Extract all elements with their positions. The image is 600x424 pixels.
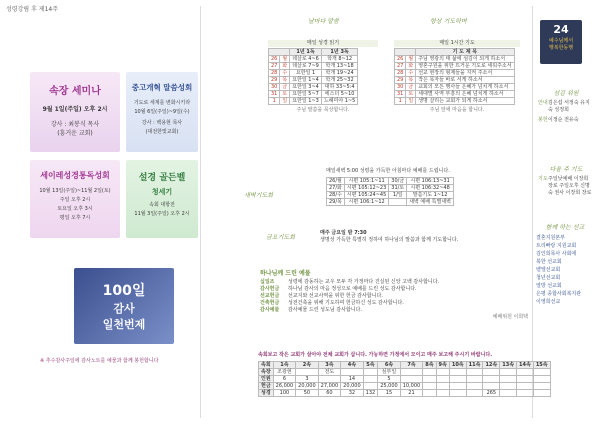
stats-cell: 21 [400,390,423,397]
stats-cell: 14 [341,376,364,383]
stats-cell [517,390,534,397]
stats-cell [363,376,378,383]
prayer-row [395,77,515,84]
dawn-section [326,168,522,206]
friday-label: 금요기도회 [266,234,295,241]
offering-text: 성전건축을 위해 기도하며 헌금하신 성도 감사합니다. [288,300,404,306]
stats-row [259,369,551,376]
stats-cell [533,383,550,390]
revival-church: (대전한빛교회) [145,129,179,135]
dawn-cell: 말씀기도 1~12 [407,192,454,199]
prayer-cell: 선교 현장의 형제들을 지켜 주소서 [416,70,514,77]
bible-reading-saturday: 토요일 오후 3시 [57,206,93,212]
bible-reading-title: 세이레성경통독성회 [40,171,110,180]
stats-cell: 전도 [318,369,341,376]
reading-cell: 29 [269,77,280,84]
next-prayer-section [538,164,594,197]
offering-list [260,279,528,314]
partner-item: 청년선교회 [536,275,561,281]
stats-cell: 100 [273,390,296,397]
prayer-cell: 생명 살리는 교회가 되게 하소서 [416,98,514,105]
reading-cell: 학개 25~32 [321,77,357,84]
stats-cell [436,376,449,383]
stats-cell [466,383,483,390]
stats-cell: 3 [296,376,319,383]
reading-row [269,91,358,98]
reading-cell: 요한일 1~3 [290,98,322,105]
stats-row-label: 인원 [259,376,274,383]
seminar-speaker: 강사 : 최봉식 목사 [50,121,100,128]
next-prayer-row [538,176,594,197]
dawn-cell: 시편 106:32~48 [407,185,454,192]
reading-header: 1년 1독 [290,49,322,56]
stats-cell [500,376,517,383]
stats-cell: 25,000 [378,383,401,390]
partner-item: 북한 선교회 [536,259,562,265]
partner-title: 함께 하는 선교 [545,224,585,231]
next-prayer-list [538,176,594,197]
stats-cell [436,383,449,390]
prayer-cell: 30 [395,84,406,91]
stats-cell [318,376,341,383]
partner-item: 열방 선교회 [536,283,562,289]
reading-cell: 요한일 3~4 [290,84,322,91]
prayer-cell: 작은 목자들 바로 서게 하소서 [416,77,514,84]
stats-cell [500,369,517,376]
dawn-cell: 시편 106:13~31 [407,178,454,185]
stats-cell [400,376,423,383]
church-header: 성령강림 후 제14주 [6,6,59,13]
friday-intro: 매주 금요일 밤 7:30 [320,230,367,236]
stats-header: 속회 [259,362,274,369]
prayer-cell: 토 [406,91,416,98]
partner-item: 벧엘선교회 [536,267,561,273]
dawn-cell: 시편 106:1~12 [344,199,388,206]
stats-header: 13속 [500,362,517,369]
golden-bell-title: 설경 골든벨 [138,173,186,183]
prayer-cell: 목 [406,77,416,84]
reading-cell: 28 [269,70,280,77]
dawn-cell: 28/수 [327,192,345,199]
dawn-table [326,177,454,206]
offering-row [260,300,528,307]
dawn-cell: 31/토 [389,185,407,192]
seminar-title: 속장 세미나 [49,86,101,97]
stats-cell [296,369,319,376]
prayer-row [395,70,515,77]
prayer-note: 주님 앞에 마음을 합니다. [429,107,485,113]
bible-reading-sunday: 주일 오후 2시 [59,197,91,203]
stats-cell [533,390,550,397]
prayer-row [395,98,515,105]
offering-key: 선교헌금 [260,293,280,299]
reading-cell: 26 [269,56,280,63]
bible-reading-panel [30,160,120,238]
golden-bell-panel [126,160,198,238]
stats-cell [500,390,517,397]
dept-key: 봉헌 [538,117,548,123]
reading-header: 1년 3독 [321,49,357,56]
stats-cell: 20,000 [341,383,364,390]
next-prayer-key: 기도 [538,176,548,182]
dawn-cell: 시편 105:12~23 [344,185,388,192]
next-prayer-value: 주일낮예배 이장희 장로 주일오후 신명숙 권사 이장희 장로 [548,176,592,196]
reading-cell: 데살로 4~6 [290,56,322,63]
stats-header: 15속 [533,362,550,369]
dawn-row [327,199,454,206]
stats-cell [449,383,466,390]
reading-row [269,77,358,84]
reading-cell: 요한일 5~7 [290,91,322,98]
stats-cell [466,369,483,376]
logo-line2: 행복한동행 [548,45,574,51]
prayer-table [394,48,515,105]
partner-item: 은평 종합사회복지관 [536,291,582,297]
partner-item: 트리빠랑 지원교회 [536,243,577,249]
reading-cell: 30 [269,84,280,91]
stats-cell: 20,000 [296,383,319,390]
reading-cell: 요한일 1~4 [290,77,322,84]
reading-row [269,63,358,70]
stats-cell [500,383,517,390]
stats-row [259,390,551,397]
prayer-caption: 매일 1시간 기도 [394,40,520,47]
stats-table [258,361,551,397]
reading-row [269,98,358,105]
stats-cell [341,369,364,376]
stats-header: 7속 [400,362,423,369]
offering-title: 하나님께 드린 예물 [260,270,311,277]
stats-cell [400,369,423,376]
reading-cell: 에스더 5~10 [321,91,357,98]
dawn-cell: 1/일 [389,192,407,199]
friday-section [320,230,524,244]
dawn-cell: 27/화 [327,185,345,192]
prayer-row [395,56,515,63]
revival-speaker: 강사 : 백용현 목사 [141,120,183,126]
stats-cell [363,369,378,376]
stats-cell: 26,000 [273,383,296,390]
stats-row [259,376,551,383]
reading-cell: 1 [269,98,280,105]
reading-cell: 데살로 7~9 [290,63,322,70]
dawn-cell [389,199,407,206]
prayer-cell: 27 [395,63,406,70]
offering-key: 건축헌금 [260,300,280,306]
offering-text: 하나님 감사의 마음 정성으로 예배를 드린 성도 감사합니다. [288,286,417,292]
stats-cell [483,369,500,376]
reading-cell: 화 [280,63,290,70]
reading-cell: 느헤미야 1~5 [321,98,357,105]
stats-cell [483,383,500,390]
stats-cell: 조광현 [273,369,296,376]
dawn-cell: 26/월 [327,178,345,185]
stats-header: 9속 [436,362,449,369]
prayer-cell: 영혼구원을 위한 뜨거운 기도로 세워주소서 [416,63,514,70]
offering-text: 감사예물 드린 성도님 감사합니다. [288,307,362,313]
partner-list [536,235,594,306]
offering-section [260,268,528,321]
prayer-row [395,84,515,91]
reading-caption: 매일 성경 읽기 [268,40,378,47]
stats-cell: 265 [483,390,500,397]
dept-title: 섬김 위원 [553,90,579,97]
revival-theme: 기도로 세계를 변화시키라 [133,100,191,106]
prayer-cell: 일 [406,98,416,105]
stats-cell: 10,000 [400,383,423,390]
prayer-cell: 화 [406,63,416,70]
reading-cell: 요한일 1 [290,70,322,77]
dawn-intro: 매일새벽 5:00 성령을 가득한 아침마다 예배를 드립니다. [326,168,450,174]
revival-title: 중고개혁 말씀성회 [131,83,193,92]
prayer-row [395,91,515,98]
stats-header: 6속 [378,362,401,369]
stats-cell: 5 [378,376,401,383]
stats-header: 2속 [296,362,319,369]
offering-row [260,293,528,300]
stats-cell: 32 [341,390,364,397]
stats-cell [466,390,483,397]
prayer-cell: 26 [395,56,406,63]
word-title: 날마다 말씀 [308,18,339,25]
reading-table-wrap [268,40,378,114]
reading-cell: 금 [280,84,290,91]
reading-row [269,56,358,63]
prayer-cell: 29 [395,77,406,84]
reading-cell: 학개 19~24 [321,70,357,77]
stats-cell [449,390,466,397]
stats-cell [423,369,436,376]
stats-header: 8속 [423,362,436,369]
prayer-cell: 금 [406,84,416,91]
stats-header: 14속 [517,362,534,369]
seminar-church: (흥거운 교회) [57,130,93,137]
dept-key: 안내 [538,100,548,106]
dawn-cell: 시편 105:1~11 [344,178,388,185]
reading-row [269,84,358,91]
stats-cell: 6 [273,376,296,383]
partner-section [536,222,594,307]
stats-cell [533,369,550,376]
reading-note: 주님 말씀을 묵상합니다. [296,107,350,113]
partner-item: 이영희선교 [536,299,561,305]
prayer-cell: 1 [395,98,406,105]
stats-header-row [259,362,551,369]
column-divider [200,6,201,418]
stats-row-label: 성경 [259,390,274,397]
reading-row [269,70,358,77]
offering-text: 선교지와 선교사역을 위한 헌금 감사합니다. [288,293,383,299]
reading-cell: 27 [269,63,280,70]
prayer-cell: 세대별 사역 부흥의 은혜 넘치게 하소서 [416,91,514,98]
stats-header: 4속 [341,362,364,369]
dept-section [538,88,594,127]
offering-row [260,279,528,286]
offering-key: 감사예물 [260,307,280,313]
offering-key: 감사헌금 [260,286,280,292]
stats-cell [423,390,436,397]
prayer-cell: 교회의 모든 행사들 은혜가 넘치게 하소서 [416,84,514,91]
dawn-label: 새벽기도회 [244,192,273,199]
footnote: ※ 추수감사주일에 감사노트를 예물과 함께 봉헌합니다 [40,358,159,364]
stats-cell [517,376,534,383]
dept-row [538,117,594,124]
stats-row [259,383,551,390]
partner-item: 결혼지원본부 [536,235,565,241]
prayer-cell: 주님 영광의 태 삶에 섬김이 되게 하소서 [416,56,514,63]
golden-bell-date: 11월 3일(주일) 오후 2시 [134,211,190,217]
reading-cell: 학개 13~18 [321,63,357,70]
offering-row [260,307,528,314]
reading-cell: 수 [280,70,290,77]
stats-header: 10속 [449,362,466,369]
revival-date: 10월 6일(주일)~9일(수) [134,109,190,115]
stats-cell: 15 [378,390,401,397]
dept-value: 김은섭 서정숙 유지숙 성정희 [548,100,590,113]
offering-sign: 예배위원 이희택 [492,314,528,320]
stats-header: 11속 [466,362,483,369]
poster-line3: 일천번제 [102,318,146,331]
seminar-panel [30,72,120,152]
stats-section [258,352,590,397]
stats-cell [517,369,534,376]
stats-cell [466,376,483,383]
stats-cell [533,376,550,383]
logo-line1: 예수님께서 [548,38,574,44]
prayer-header: 기 도 제 목 [416,49,514,56]
dawn-cell: 29/목 [327,199,345,206]
dawn-row [327,192,454,199]
poster-line2: 감사 [113,302,135,315]
reading-cell: 대하 33~5:4 [321,84,357,91]
stats-intro: 속회보고 작은 교회가 살아야 전체 교회가 삽니다. 가능하면 가정에서 모이고 매주 보고해 주시기 바랍니다. [258,352,493,358]
prayer-cell: 31 [395,91,406,98]
prayer-title: 항상 기도하며 [430,18,467,25]
friday-text: 생명성 가득한 특별히 정하여 하나님의 말씀과 함께 기도합니다. [320,237,459,243]
thanks-poster [74,268,174,344]
stats-cell [436,369,449,376]
next-prayer-title: 다음 주 기도 [549,166,583,173]
partner-item: 김인희목사 사회에 [536,251,577,257]
offering-text: 성령에 감동하는 교우 모두 각 가정마다 진실된 신앙 고백 감사합니다. [288,279,440,285]
reading-cell: 학개 8~12 [321,56,357,63]
seminar-date: 9월 1일(주일) 오후 2시 [42,106,108,113]
dawn-cell: 시편 105:24~45 [344,192,388,199]
bible-reading-date: 10월 13일(주일)~11월 2일(토) [39,188,111,194]
logo-number: 24 [553,23,569,36]
dawn-cell: 30/금 [389,178,407,185]
stats-cell: 132 [363,390,378,397]
stats-cell: 50 [296,390,319,397]
prayer-row [395,63,515,70]
revival-panel [126,72,198,152]
logo-box [540,20,582,64]
reading-cell: 월 [280,56,290,63]
stats-header: 1속 [273,362,296,369]
dept-row [538,100,594,114]
prayer-cell: 28 [395,70,406,77]
stats-cell [423,383,436,390]
offering-row [260,286,528,293]
dawn-cell: 새벽 예배 특별새벽 [407,199,454,206]
golden-bell-format: 속회 대항전 [149,202,175,208]
stats-cell [517,383,534,390]
stats-header: 3속 [318,362,341,369]
stats-cell [436,390,449,397]
golden-bell-book: 청세기 [151,188,173,196]
reading-cell: 일 [280,98,290,105]
prayer-cell: 월 [406,56,416,63]
poster-line1: 100일 [102,283,146,299]
stats-cell [363,383,378,390]
stats-cell: 심부일 [378,369,401,376]
dept-list [538,100,594,124]
reading-table [268,48,358,105]
dawn-row [327,185,454,192]
dawn-row [327,178,454,185]
stats-header: 12속 [483,362,500,369]
reading-cell: 토 [280,91,290,98]
prayer-table-wrap [394,40,520,114]
offering-key: 십일조 [260,279,275,285]
stats-row-label: 속장 [259,369,274,376]
stats-cell [449,369,466,376]
stats-cell [423,376,436,383]
stats-row-label: 헌금 [259,383,274,390]
stats-header: 5속 [363,362,378,369]
stats-cell [483,376,500,383]
dept-value: 이정순 전유숙 [548,117,579,123]
stats-cell [449,376,466,383]
reading-cell: 목 [280,77,290,84]
reading-cell: 31 [269,91,280,98]
bible-reading-weekday: 평일 오후 7시 [59,215,91,221]
prayer-cell: 수 [406,70,416,77]
stats-cell: 60 [318,390,341,397]
stats-cell: 27,000 [318,383,341,390]
